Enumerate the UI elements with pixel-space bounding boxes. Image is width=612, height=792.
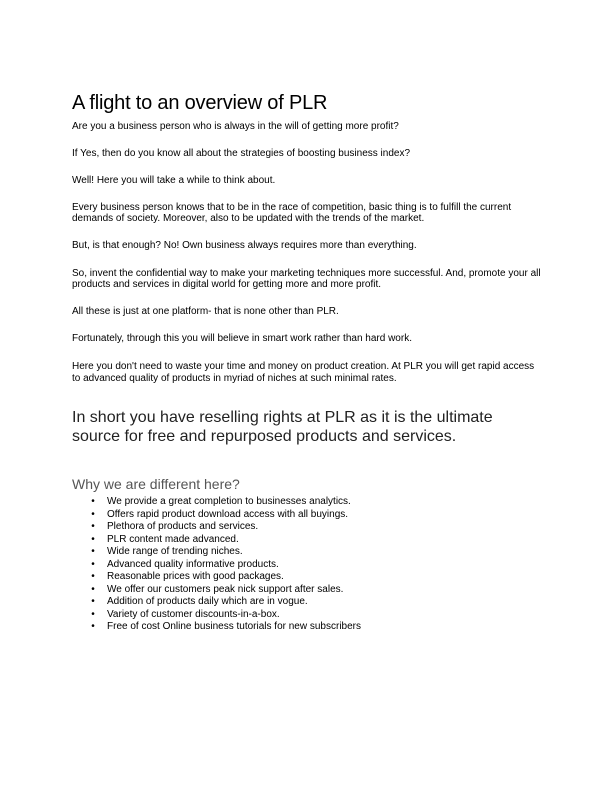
bullet-icon: •	[91, 571, 95, 583]
bullet-icon: •	[91, 558, 95, 570]
list-item: • Plethora of products and services.	[72, 521, 542, 534]
list-item: • Advanced quality informative products.	[72, 559, 542, 572]
paragraph-think-about: Well! Here you will take a while to think about.	[72, 175, 276, 187]
paragraph-one-platform: All these is just at one platform- that is none other than PLR.	[72, 305, 339, 317]
bullet-icon: •	[91, 621, 95, 633]
bullet-icon: •	[91, 596, 95, 608]
list-item: • Free of cost Online business tutorials for new subscribers	[72, 621, 542, 634]
paragraph-is-that-enough: But, is that enough? No! Own business always requires more than everything.	[72, 239, 417, 251]
list-item: • Reasonable prices with good packages.	[72, 571, 542, 584]
bullet-icon: •	[91, 583, 95, 595]
list-item: • We provide a great completion to businesses analytics.	[72, 496, 542, 509]
bullet-icon: •	[91, 608, 95, 620]
paragraph-smart-work: Fortunately, through this you will believe in smart work rather than hard work.	[72, 333, 412, 345]
document-title: A flight to an overview of PLR	[72, 92, 328, 114]
bullet-icon: •	[91, 533, 95, 545]
bullet-icon: •	[91, 496, 95, 508]
paragraph-product-creation: Here you don't need to waste your time and money on product creation. At PLR you will get rapid access to advanced quality of products in myriad of niches at such minimal rates.	[72, 360, 535, 384]
paragraph-invent-confidential-way: So, invent the confidential way to make your marketing techniques more successful. And, promote your all products and services in digital world for getting more and more profit.	[72, 267, 541, 291]
paragraph-strategies-question: If Yes, then do you know all about the strategies of boosting business index?	[72, 147, 411, 159]
bullet-icon: •	[91, 508, 95, 520]
paragraph-competition: Every business person knows that to be in the race of competition, basic thing is to fulfill the current demands of society. Moreover, also to be updated with the trends of the market.	[72, 201, 512, 225]
list-item: • Offers rapid product download access with all buyings.	[72, 509, 542, 522]
section-subheading: Why we are different here?	[72, 476, 240, 493]
list-item: • Wide range of trending niches.	[72, 546, 542, 559]
list-item: • PLR content made advanced.	[72, 534, 542, 547]
bullet-icon: •	[91, 521, 95, 533]
highlight-statement: In short you have reselling rights at PLR as it is the ultimate source for free and repurposed products and services.	[72, 409, 493, 445]
paragraph-profit-question: Are you a business person who is always in the will of getting more profit?	[72, 121, 399, 132]
bullet-icon: •	[91, 546, 95, 558]
list-item: • Addition of products daily which are in vogue.	[72, 596, 542, 609]
feature-list	[72, 496, 542, 634]
document-page	[72, 90, 542, 634]
list-item: • Variety of customer discounts-in-a-box.	[72, 609, 542, 622]
list-item: • We offer our customers peak nick support after sales.	[72, 584, 542, 597]
